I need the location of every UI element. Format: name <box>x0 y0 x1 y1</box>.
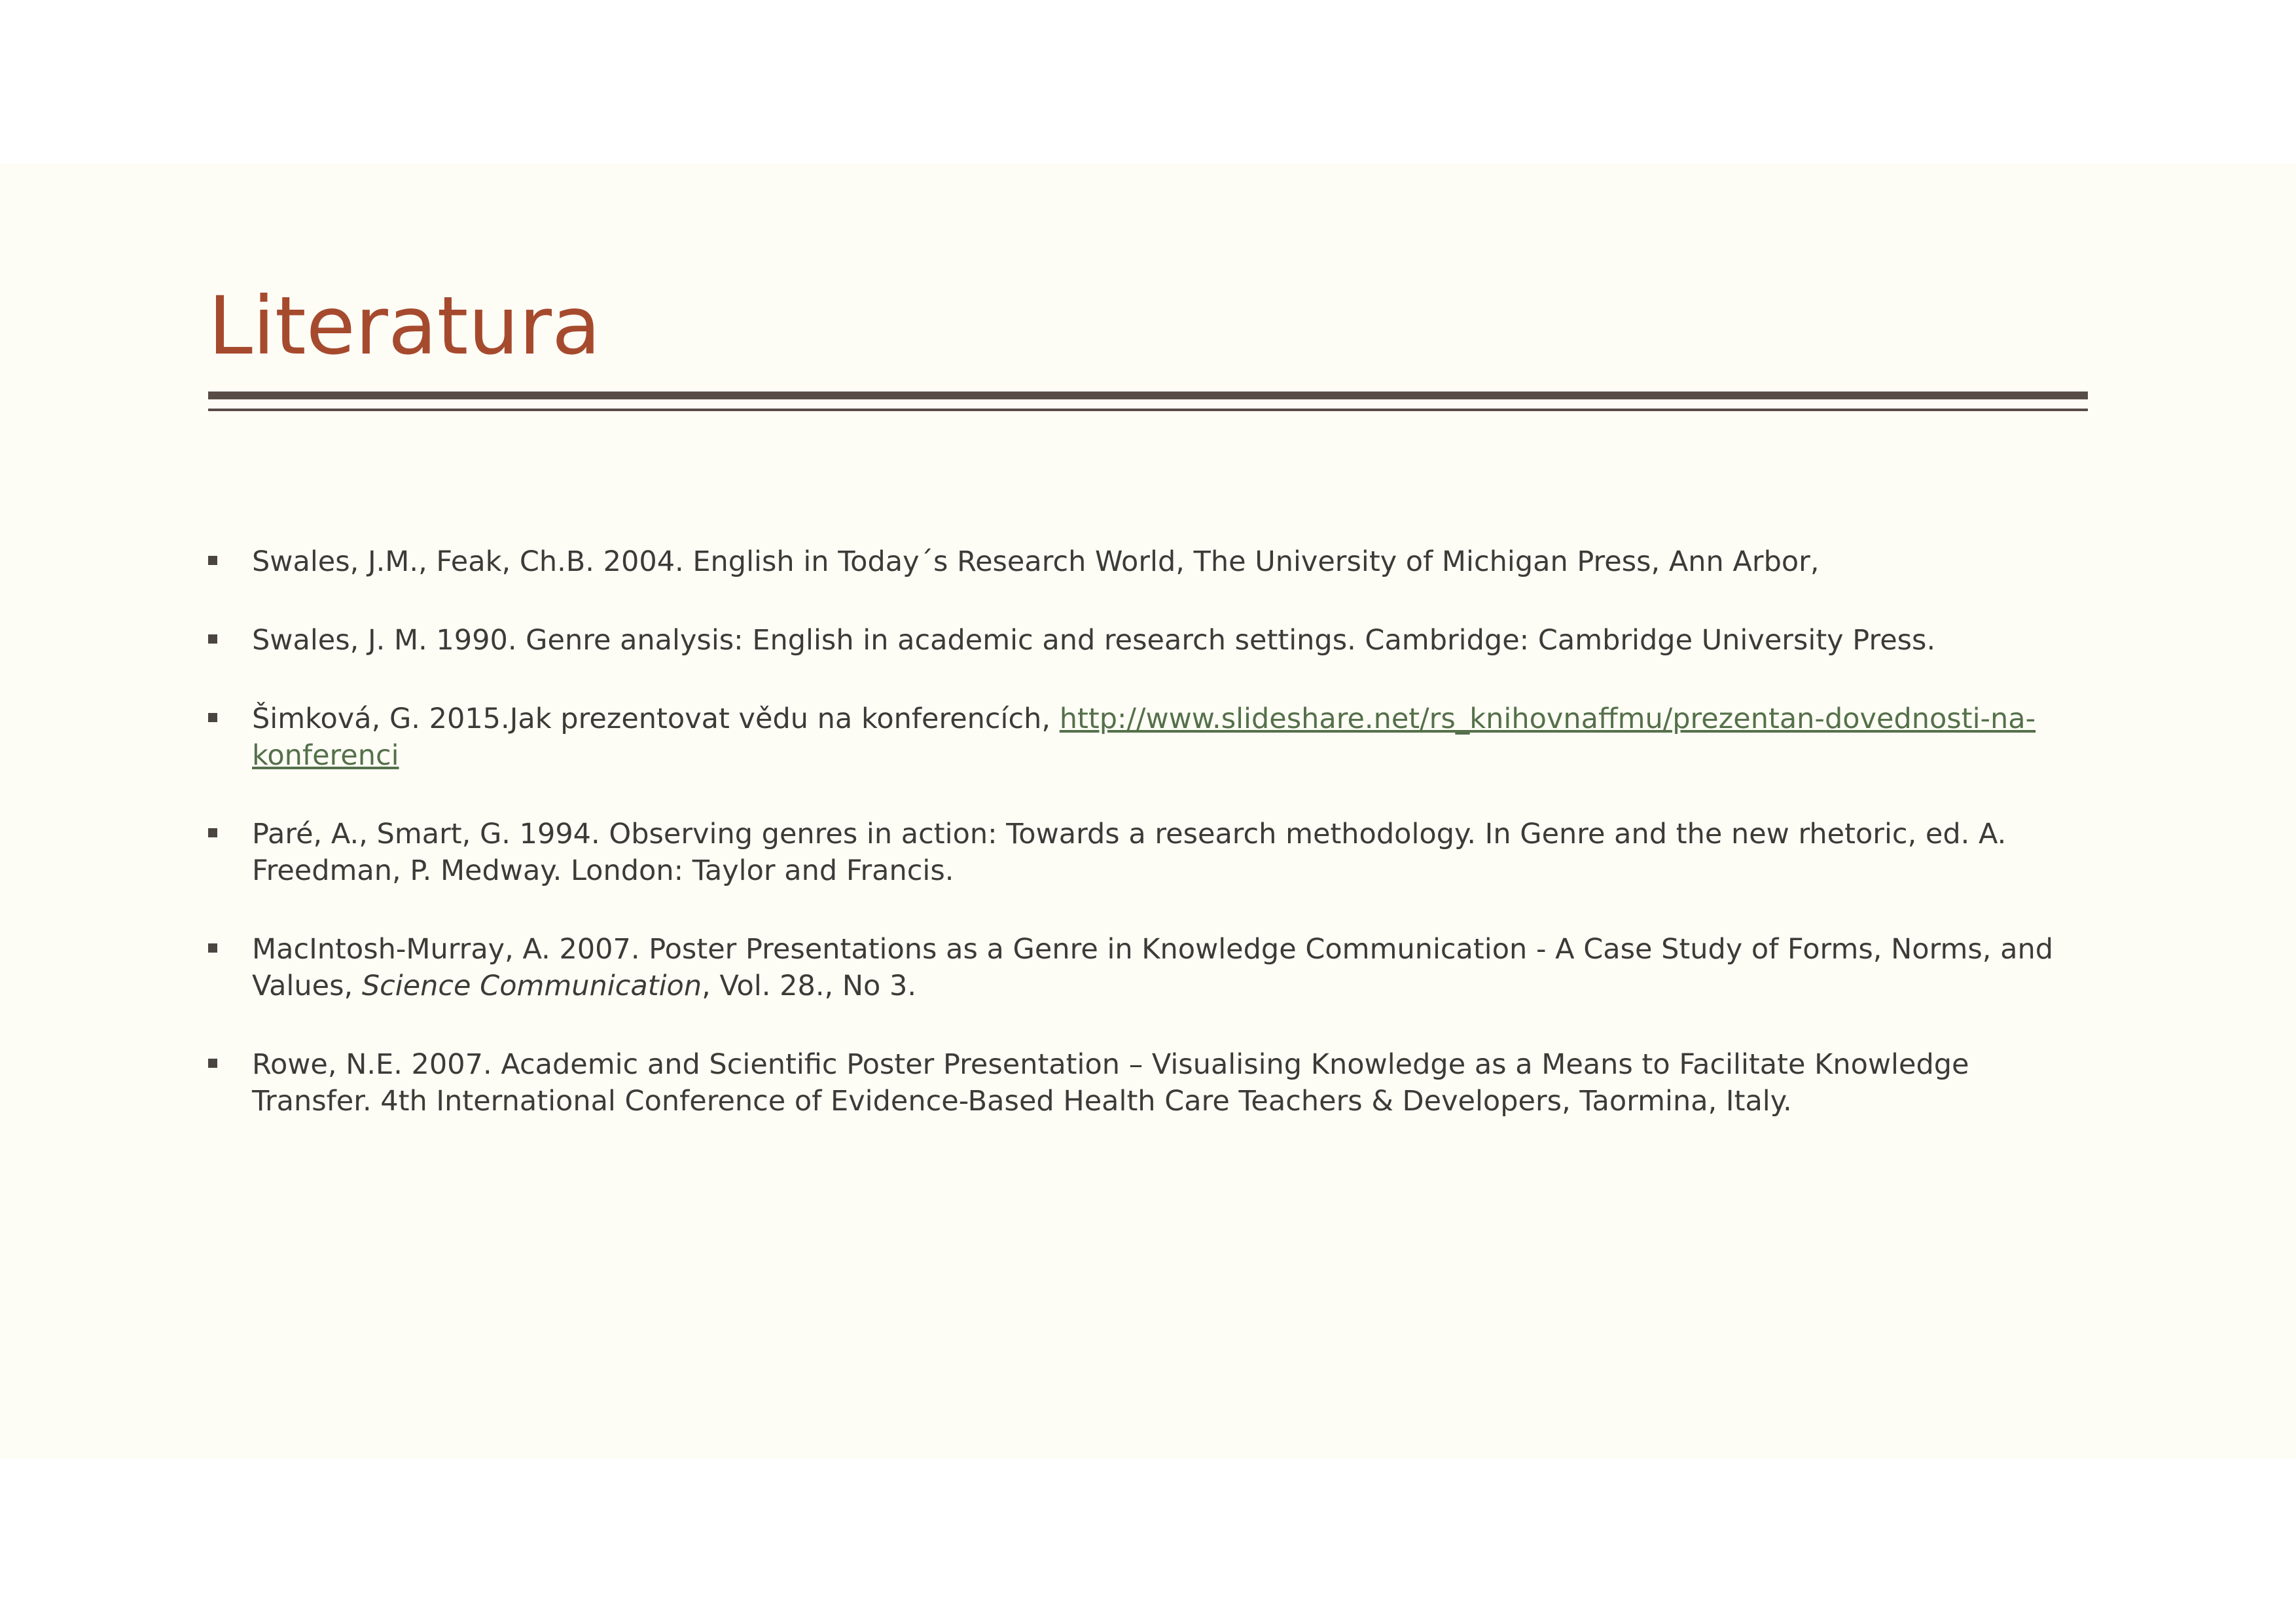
reference-link[interactable]: http://www.slideshare.net/rs_knihovnaffmu/prezentan-dovednosti-na-konferenci <box>252 702 2036 772</box>
reference-item <box>208 701 2093 774</box>
reference-item <box>208 1046 2093 1120</box>
reference-list <box>208 543 2093 1161</box>
reference-item <box>208 816 2093 889</box>
reference-text: Swales, J. M. 1990. Genre analysis: English in academic and research settings. Cambridge: Cambridge University Press. <box>252 624 1936 657</box>
bullet-icon <box>208 634 217 644</box>
bullet-icon <box>208 713 217 722</box>
journal-title: Science Communication <box>361 970 702 1002</box>
slide <box>0 164 2296 1459</box>
title-rule-thin <box>208 409 2088 411</box>
reference-text: MacIntosh-Murray, A. 2007. Poster Presentations as a Genre in Knowledge Communication - A Case Study of Forms, Norms, and Values, <box>252 933 2054 1002</box>
bullet-icon <box>208 1059 217 1068</box>
reference-text: Swales, J.M., Feak, Ch.B. 2004. English in Today´s Research World, The University of Michigan Press, Ann Arbor, <box>252 545 1820 578</box>
reference-item <box>208 543 2093 580</box>
reference-text: Šimková, G. 2015.Jak prezentovat vědu na konferencích, <box>252 702 1060 735</box>
reference-text: Rowe, N.E. 2007. Academic and Scientific Poster Presentation – Visualising Knowledge as a Means to Facilitate Knowledge Transfer. 4th International Conference of Evidence-Based Health Care Teachers & Developers, Taormina, Italy. <box>252 1048 1969 1118</box>
bullet-icon <box>208 943 217 953</box>
reference-text: Paré, A., Smart, G. 1994. Observing genres in action: Towards a research methodology. In Genre and the new rhetoric, ed. A. Freedman, P. Medway. London: Taylor and Francis. <box>252 818 2007 887</box>
title-rule-thick <box>208 392 2088 399</box>
reference-item <box>208 622 2093 659</box>
bullet-icon <box>208 556 217 565</box>
reference-text-end: , Vol. 28., No 3. <box>702 970 917 1002</box>
reference-item <box>208 931 2093 1004</box>
bullet-icon <box>208 828 217 837</box>
slide-title: Literatura <box>208 280 601 373</box>
